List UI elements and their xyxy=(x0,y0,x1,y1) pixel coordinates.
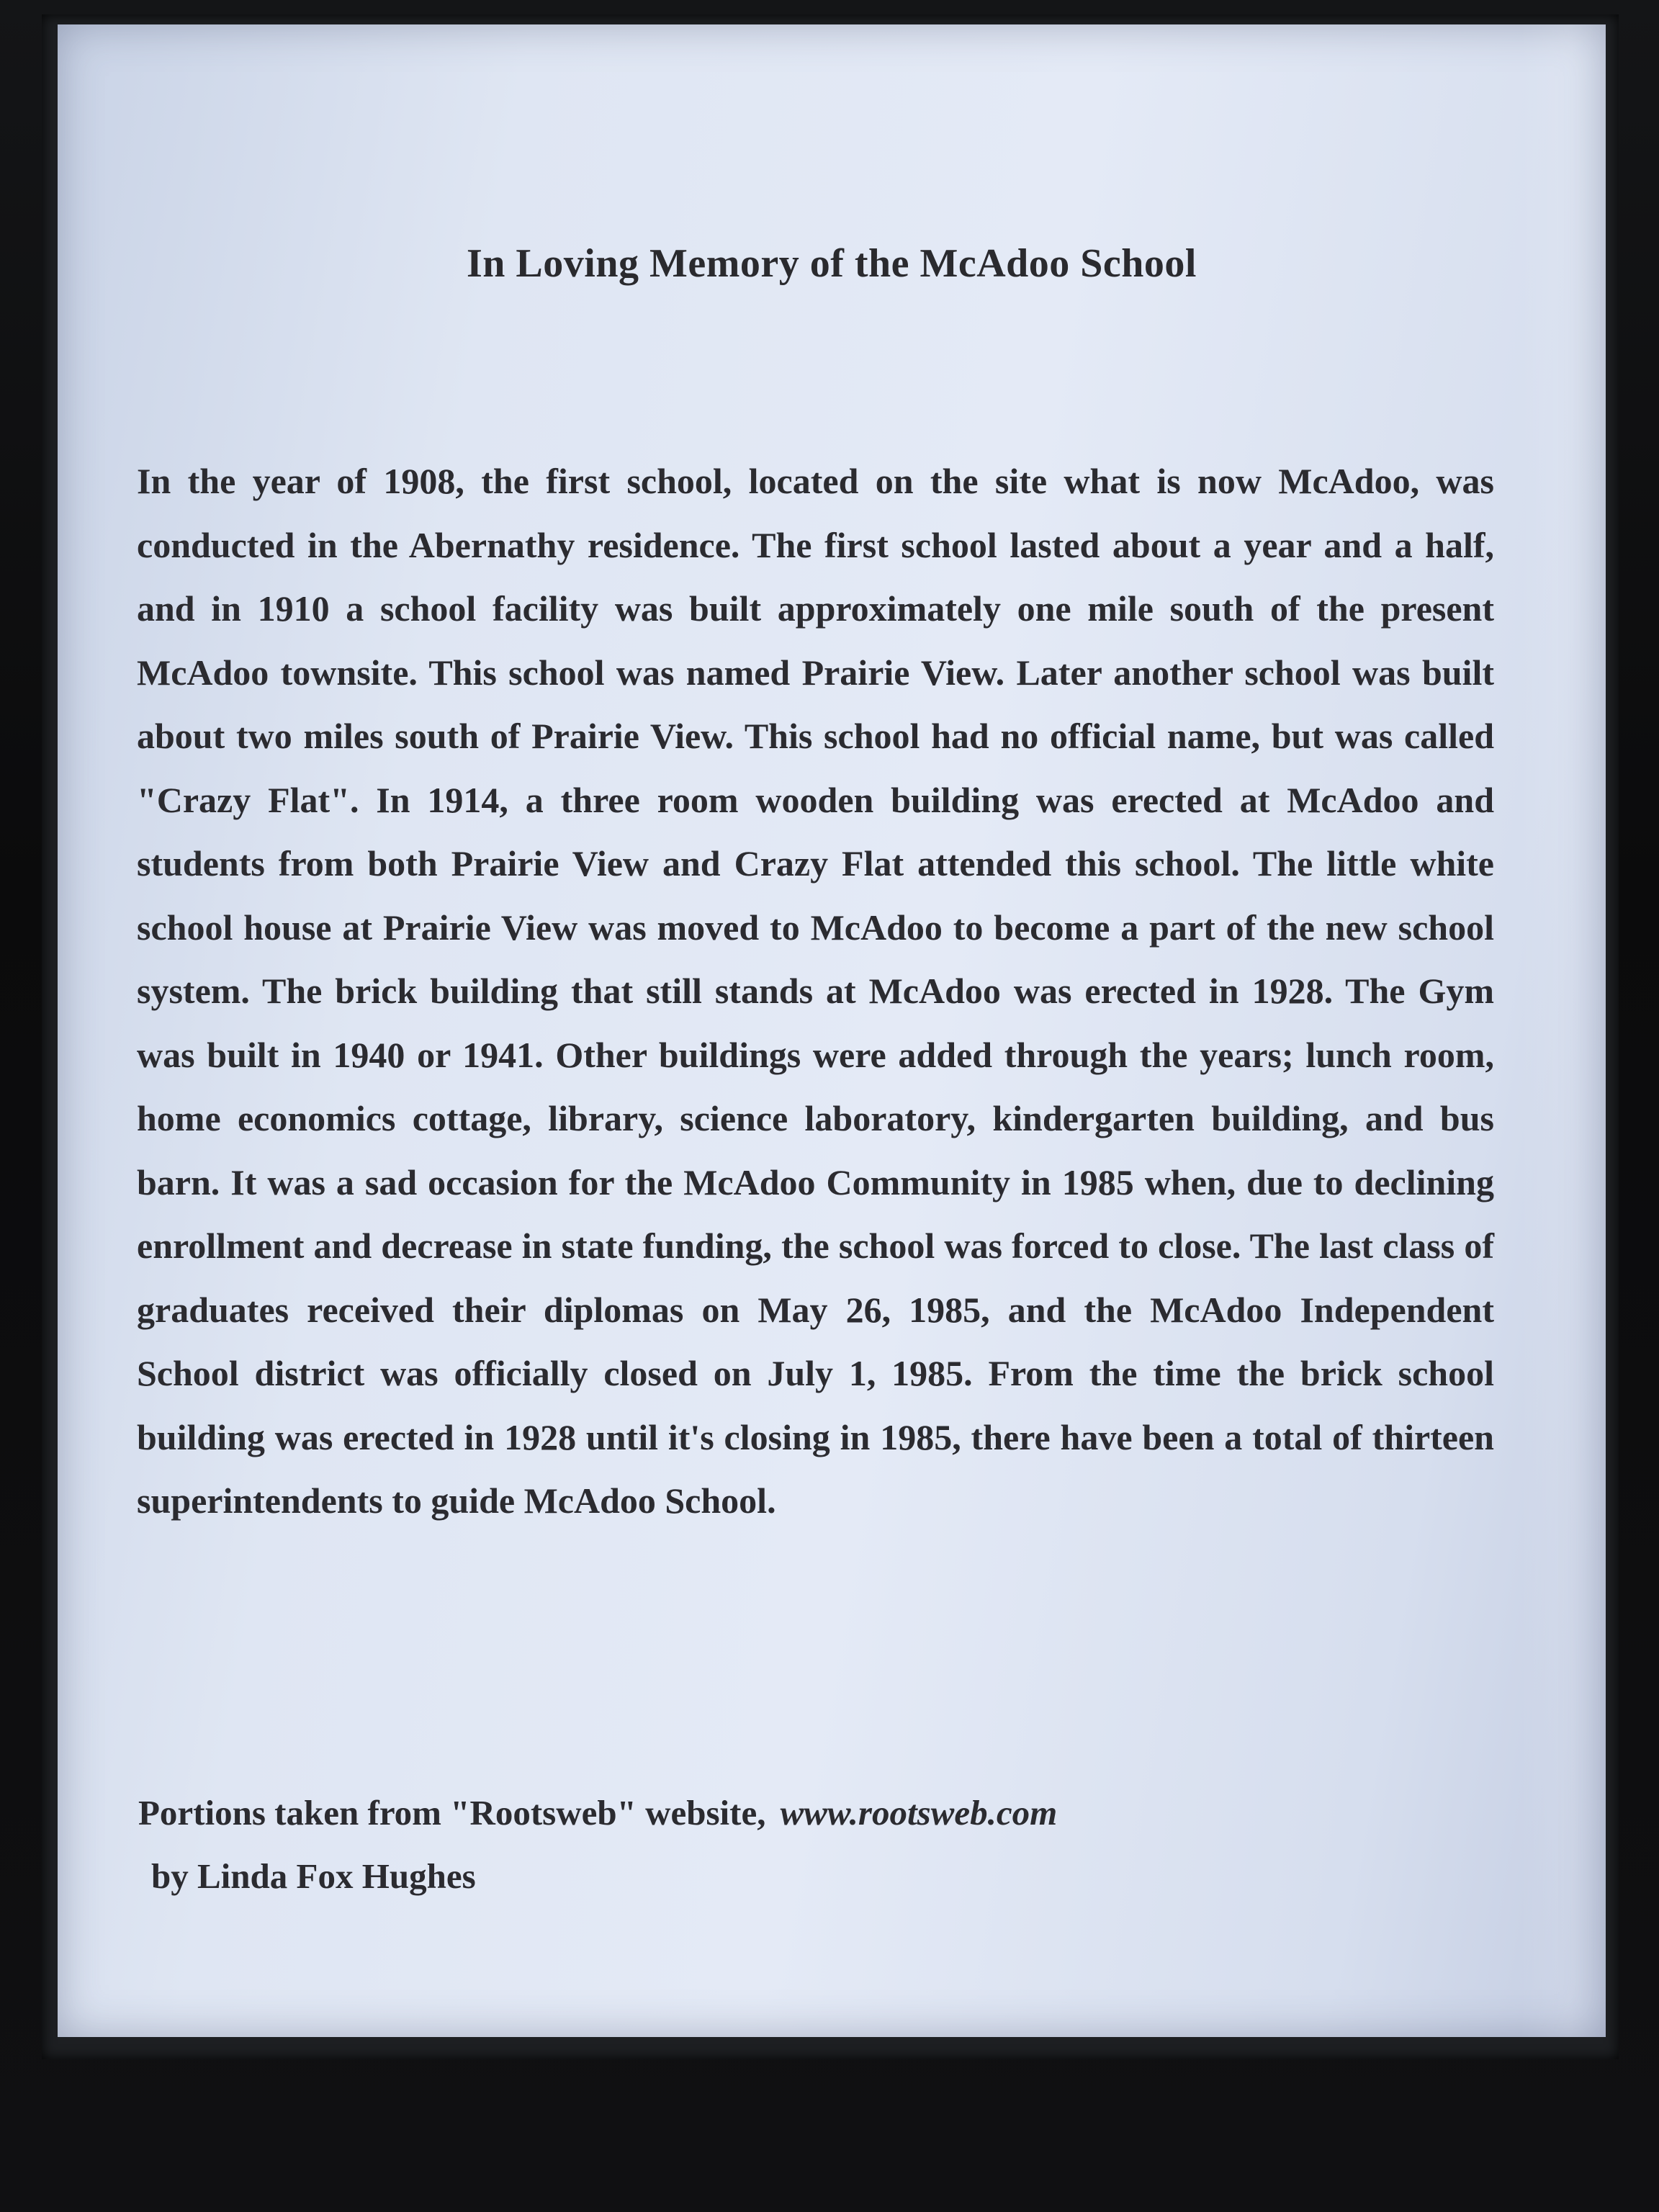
document-body: In the year of 1908, the first school, located on the site what is now McAdoo, was conducted in the Abernathy residence. The first school lasted about a year and a half, and in 1910 a school facility was built approximately one mile south of the present McAdoo townsite. This school was named Prairie View. Later another school was built about two miles south of Prairie View. This school had no official name, but was called "Crazy Flat". In 1914, a three room wooden building was erected at McAdoo and students from both Prairie View and Crazy Flat attended this school. The little white school house at Prairie View was moved to McAdoo to become a part of the new school system. The brick building that still stands at McAdoo was erected in 1928. The Gym was built in 1940 or 1941. Other buildings were added through the years; lunch room, home economics cottage, library, science laboratory, kindergarten building, and bus barn. It was a sad occasion for the McAdoo Community in 1985 when, due to declining enrollment and decrease in state funding, the school was forced to close. The last class of graduates received their diplomas on May 26, 1985, and the McAdoo Independent School district was officially closed on July 1, 1985. From the time the brick school building was erected in 1928 until it's closing in 1985, there have been a total of thirteen superintendents to guide McAdoo School. xyxy=(137,461,1494,1521)
credit-source-line xyxy=(138,1781,1506,1845)
credit-block xyxy=(138,1781,1506,1908)
glass-glare xyxy=(1519,24,1606,2037)
document-title: In Loving Memory of the McAdoo School xyxy=(466,241,1197,286)
credit-author: by Linda Fox Hughes xyxy=(151,1856,476,1896)
credit-url: www.rootsweb.com xyxy=(780,1793,1058,1833)
framed-document xyxy=(58,24,1606,2037)
credit-source-text: Portions taken from "Rootsweb" website, xyxy=(138,1793,766,1833)
